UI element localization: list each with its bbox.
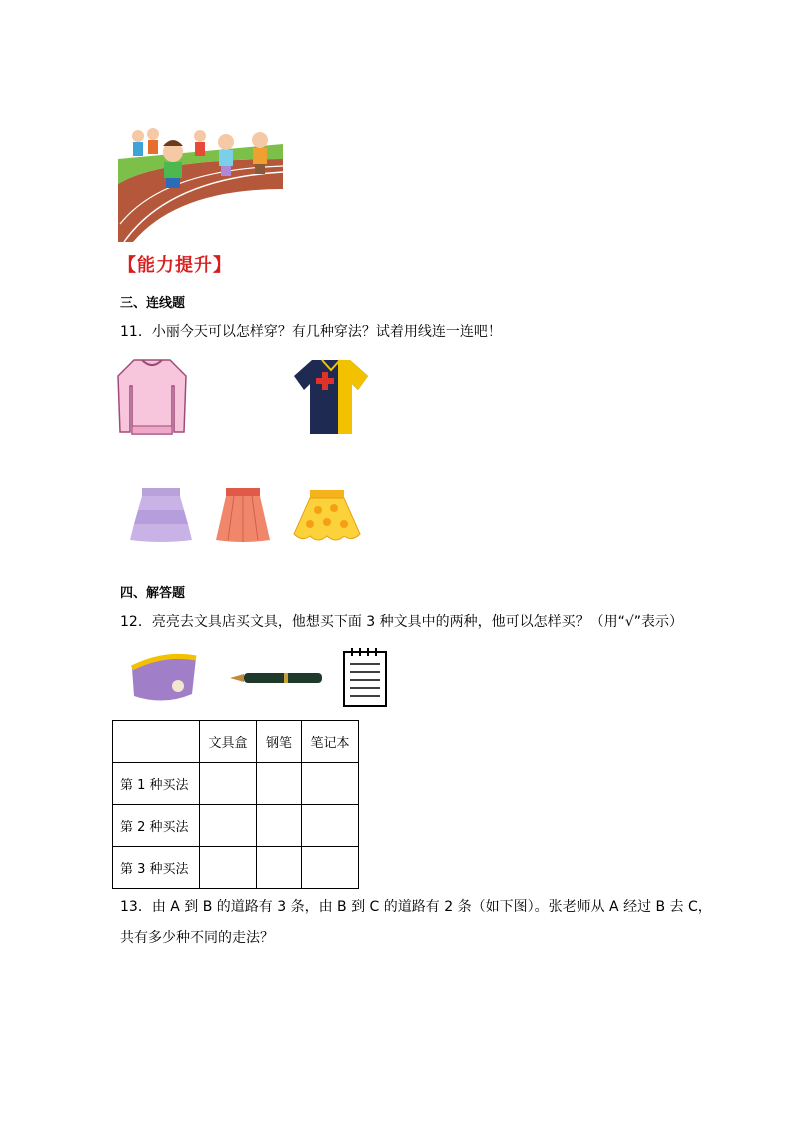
question-13-line-1: 13．由 A 到 B 的道路有 3 条，由 B 到 C 的道路有 2 条（如下图）。张老师从 A 经过 B 去 C， [120,899,712,915]
section-title: 【能力提升】 [118,255,232,276]
coral-pleated-skirt-image [214,486,272,544]
table-header-cell: 文具盒 [200,721,257,763]
table-header-row [113,721,359,763]
table-header-cell: 笔记本 [302,721,359,763]
table-header-cell [113,721,200,763]
row-label: 第 1 种买法 [113,763,200,805]
navy-polo-shirt-image [292,356,370,436]
table-row [113,847,359,889]
fountain-pen-image [228,670,324,686]
answer-cell[interactable] [257,847,302,889]
question-12: 12．亮亮去文具店买文具，他想买下面 3 种文具中的两种，他可以怎样买？（用“√”表示） [120,614,684,630]
purchase-options-table [112,720,359,889]
answer-cell[interactable] [257,763,302,805]
part3-heading: 三、连线题 [120,296,186,311]
answer-cell[interactable] [302,847,359,889]
row-label: 第 2 种买法 [113,805,200,847]
running-track-illustration [118,124,283,242]
table-header-cell: 钢笔 [257,721,302,763]
question-13-line-2: 共有多少种不同的走法？ [120,930,274,946]
answer-cell[interactable] [302,763,359,805]
table-row [113,763,359,805]
purple-tiered-skirt-image [128,486,194,544]
pink-sweater-image [116,356,188,438]
answer-cell[interactable] [200,805,257,847]
yellow-polka-dot-skirt-image [292,486,362,544]
notebook-image [340,646,390,708]
table-row [113,805,359,847]
pencil-case-image [128,644,200,706]
part4-heading: 四、解答题 [120,586,186,601]
row-label: 第 3 种买法 [113,847,200,889]
answer-cell[interactable] [200,763,257,805]
question-11: 11．小丽今天可以怎样穿？有几种穿法？试着用线连一连吧！ [120,324,502,340]
answer-cell[interactable] [302,805,359,847]
answer-cell[interactable] [200,847,257,889]
answer-cell[interactable] [257,805,302,847]
